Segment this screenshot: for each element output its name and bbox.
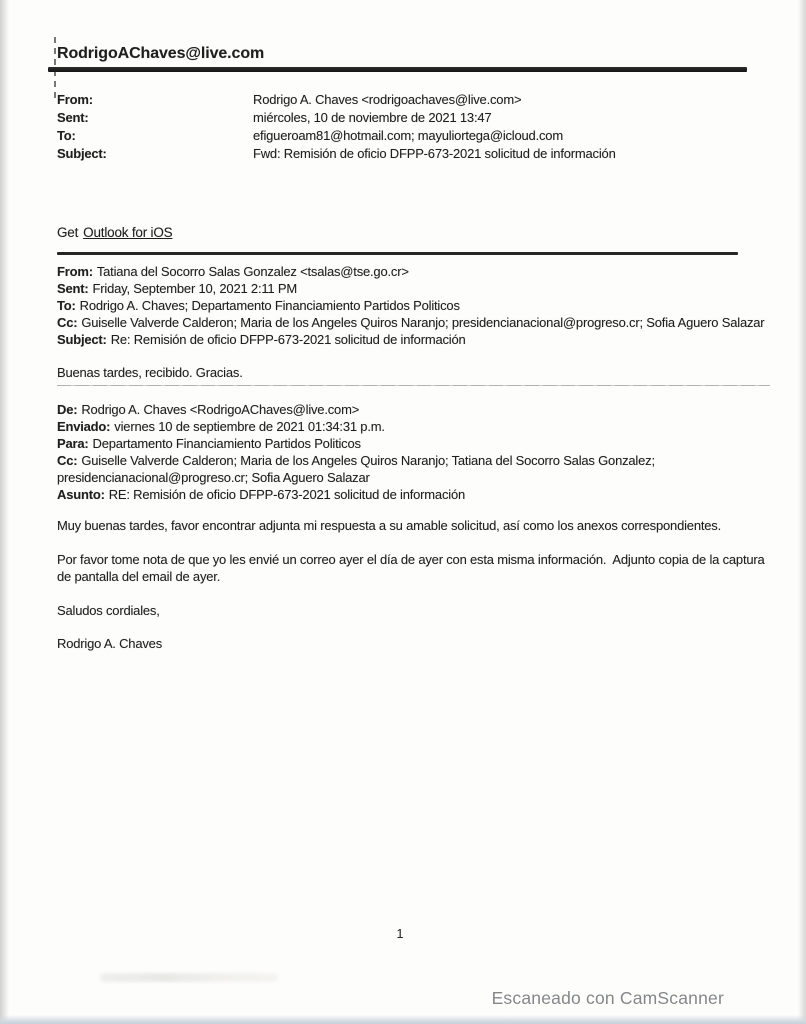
original-para-line [57, 435, 771, 452]
reply-subject-value: Re: Remisión de oficio DFPP-673-2021 solicitud de información [110, 331, 466, 347]
reply-sent-label: Sent: [57, 280, 89, 296]
original-cc-value: Guiselle Valverde Calderon; Maria de los Angeles Quiros Naranjo; Tatiana del Socorro Salas Gonzalez; presidencianacional@progreso.cr; Sofia Aguero Salazar [57, 452, 655, 485]
field-value-from: Rodrigo A. Chaves <rodrigoachaves@live.com> [253, 91, 522, 107]
original-asunto-line [57, 486, 771, 503]
body-paragraph-1: Muy buenas tardes, favor encontrar adjunta mi respuesta a su amable solicitud, así como los anexos correspondientes. [57, 517, 722, 533]
original-para-label: Para: [57, 435, 89, 451]
reply-email-header [57, 263, 771, 348]
reply-cc-value: Guiselle Valverde Calderon; Maria de los Angeles Quiros Naranjo; presidencianacional@progreso.cr; Sofia Aguero Salazar [81, 314, 765, 330]
field-label-subject: Subject: [57, 145, 107, 161]
original-enviado-value: viernes 10 de septiembre de 2021 01:34:31 p.m. [114, 418, 385, 434]
original-cc-line [57, 452, 771, 486]
field-label-sent: Sent: [57, 109, 89, 125]
field-value-subject: Fwd: Remisión de oficio DFPP-673-2021 solicitud de información [253, 145, 616, 161]
header-rule-divider [48, 67, 747, 72]
original-enviado-line [57, 418, 771, 435]
reply-subject-line [57, 331, 771, 348]
outlook-for-ios-link[interactable]: Outlook for iOS [83, 224, 173, 240]
original-email-header [57, 401, 771, 503]
camscanner-watermark: Escaneado con CamScanner [491, 988, 724, 1008]
reply-from-label: From: [57, 263, 93, 279]
body-paragraph-2: Por favor tome nota de que yo les envié un correo ayer el día de ayer con esta misma información. Adjunto copia de la captura de pantalla del email de ayer. [57, 551, 768, 584]
get-outlook-prefix: Get [57, 224, 79, 240]
reply-to-line [57, 297, 771, 314]
light-separator-rule [57, 385, 770, 386]
scan-edge-bottom [0, 1015, 806, 1024]
scan-smudge [100, 973, 278, 982]
original-asunto-value: RE: Remisión de oficio DFPP-673-2021 solicitud de información [108, 486, 466, 502]
original-de-label: De: [57, 401, 78, 417]
reply-cc-label: Cc: [57, 314, 78, 330]
get-outlook-line [57, 224, 771, 241]
original-enviado-label: Enviado: [57, 418, 111, 434]
reply-subject-label: Subject: [57, 331, 107, 347]
reply-to-label: To: [57, 297, 76, 313]
reply-from-value: Tatiana del Socorro Salas Gonzalez <tsalas@tse.go.cr> [96, 263, 409, 279]
reply-to-value: Rodrigo A. Chaves; Departamento Financiamiento Partidos Politicos [79, 297, 460, 313]
field-value-sent: miércoles, 10 de noviembre de 2021 13:47 [253, 109, 492, 125]
account-email-header: RodrigoAChaves@live.com [57, 45, 265, 62]
original-de-value: Rodrigo A. Chaves <RodrigoAChaves@live.com> [81, 401, 360, 417]
reply-cc-line [57, 314, 771, 331]
dark-separator-rule [57, 252, 738, 255]
closing-line: Saludos cordiales, [57, 602, 160, 618]
signature-name: Rodrigo A. Chaves [57, 635, 162, 651]
original-de-line [57, 401, 771, 418]
field-value-to: efigueroam81@hotmail.com; mayuliortega@icloud.com [253, 127, 563, 143]
reply-from-line [57, 263, 771, 280]
original-para-value: Departamento Financiamiento Partidos Politicos [92, 435, 361, 451]
reply-sent-line [57, 280, 771, 297]
page-number: 1 [396, 927, 404, 941]
reply-sent-value: Friday, September 10, 2021 2:11 PM [92, 280, 297, 296]
forward-header-fields [57, 91, 771, 163]
scan-edge-right [798, 0, 806, 1024]
original-asunto-label: Asunto: [57, 486, 105, 502]
scan-edge-left [0, 0, 9, 1024]
original-cc-label: Cc: [57, 452, 78, 468]
field-label-from: From: [57, 91, 93, 107]
reply-body-text: Buenas tardes, recibido. Gracias. [57, 364, 243, 380]
document-content [57, 0, 771, 652]
field-label-to: To: [57, 127, 76, 143]
